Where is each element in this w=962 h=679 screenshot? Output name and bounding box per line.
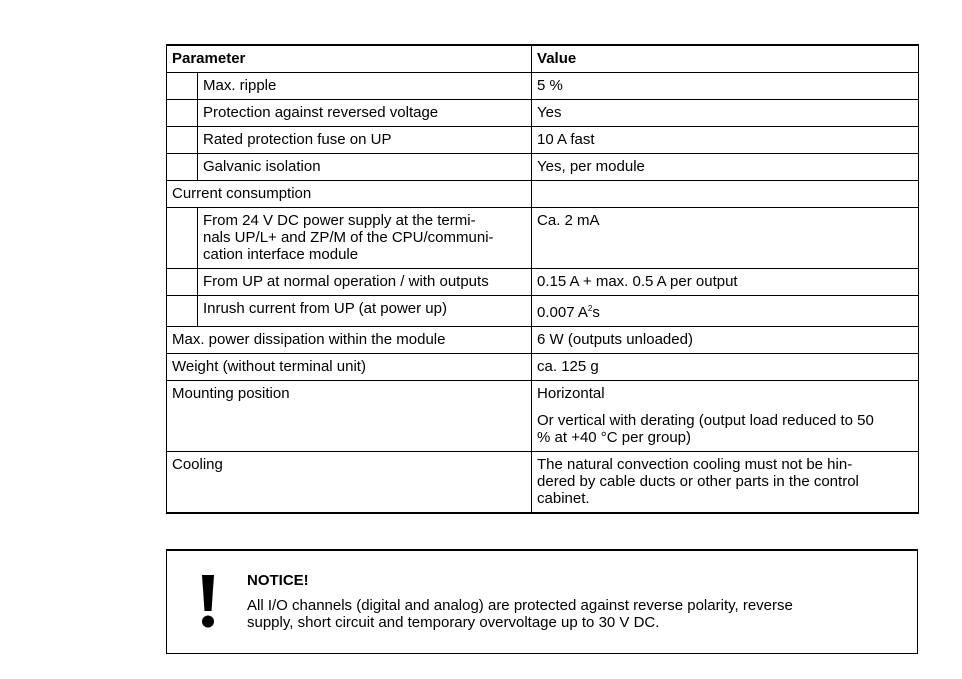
notice-box [166, 549, 918, 654]
parameter-cell: Rated protection fuse on UP [198, 127, 532, 154]
value-line: Horizontal [537, 385, 605, 402]
indent-cell [167, 208, 198, 269]
indent-cell [167, 100, 198, 127]
parameter-cell: Current consumption [167, 181, 532, 208]
notice-body: All I/O channels (digital and analog) are protected against reverse polarity, reverse supply, short circuit and temporary overvoltage up to 30 V DC. [247, 597, 793, 631]
value-cell: Ca. 2 mA [532, 208, 919, 269]
parameter-cell: Max. ripple [198, 73, 532, 100]
value-main: 0.007 A [537, 304, 588, 321]
value-cell: 6 W (outputs unloaded) [532, 327, 919, 354]
table-row [167, 327, 919, 354]
exclamation-icon [197, 573, 219, 629]
table-row [167, 296, 919, 327]
table-row [167, 208, 919, 269]
indent-cell [167, 296, 198, 327]
value-cell [532, 296, 919, 327]
table-row [167, 127, 919, 154]
table-header-row [167, 45, 919, 73]
table-row [167, 181, 919, 208]
table-row [167, 154, 919, 181]
value-cell: Yes [532, 100, 919, 127]
value-cell: 0.15 A + max. 0.5 A per output [532, 269, 919, 296]
value-cell: Yes, per module [532, 154, 919, 181]
value-suffix: s [592, 304, 600, 321]
indent-cell [167, 127, 198, 154]
table-row [167, 452, 919, 514]
value-line-alt: Or vertical with derating (output load reduced to 50 % at +40 °C per group) [537, 412, 874, 446]
parameter-cell: From UP at normal operation / with outputs [198, 269, 532, 296]
table-row [167, 269, 919, 296]
header-value: Value [532, 45, 919, 73]
table-row [167, 73, 919, 100]
parameter-cell: Protection against reversed voltage [198, 100, 532, 127]
table-row [167, 381, 919, 452]
value-cell: ca. 125 g [532, 354, 919, 381]
parameter-cell: Mounting position [167, 381, 532, 452]
parameter-cell: From 24 V DC power supply at the termi- nals UP/L+ and ZP/M of the CPU/communi- cation interface module [198, 208, 532, 269]
table-row [167, 354, 919, 381]
value-cell: 10 A fast [532, 127, 919, 154]
header-parameter: Parameter [167, 45, 532, 73]
table-row [167, 100, 919, 127]
parameter-cell: Max. power dissipation within the module [167, 327, 532, 354]
parameter-cell: Galvanic isolation [198, 154, 532, 181]
indent-cell [167, 73, 198, 100]
indent-cell [167, 269, 198, 296]
parameter-cell: Weight (without terminal unit) [167, 354, 532, 381]
value-cell: 5 % [532, 73, 919, 100]
indent-cell [167, 154, 198, 181]
parameter-cell: Cooling [167, 452, 532, 514]
value-cell [532, 381, 919, 452]
notice-title: NOTICE! [247, 572, 309, 589]
value-superscript: 2 [587, 304, 593, 313]
parameter-cell: Inrush current from UP (at power up) [198, 296, 532, 327]
value-cell [532, 181, 919, 208]
technical-data-table [166, 44, 919, 514]
value-cell: The natural convection cooling must not be hin- dered by cable ducts or other parts in the control cabinet. [532, 452, 919, 514]
